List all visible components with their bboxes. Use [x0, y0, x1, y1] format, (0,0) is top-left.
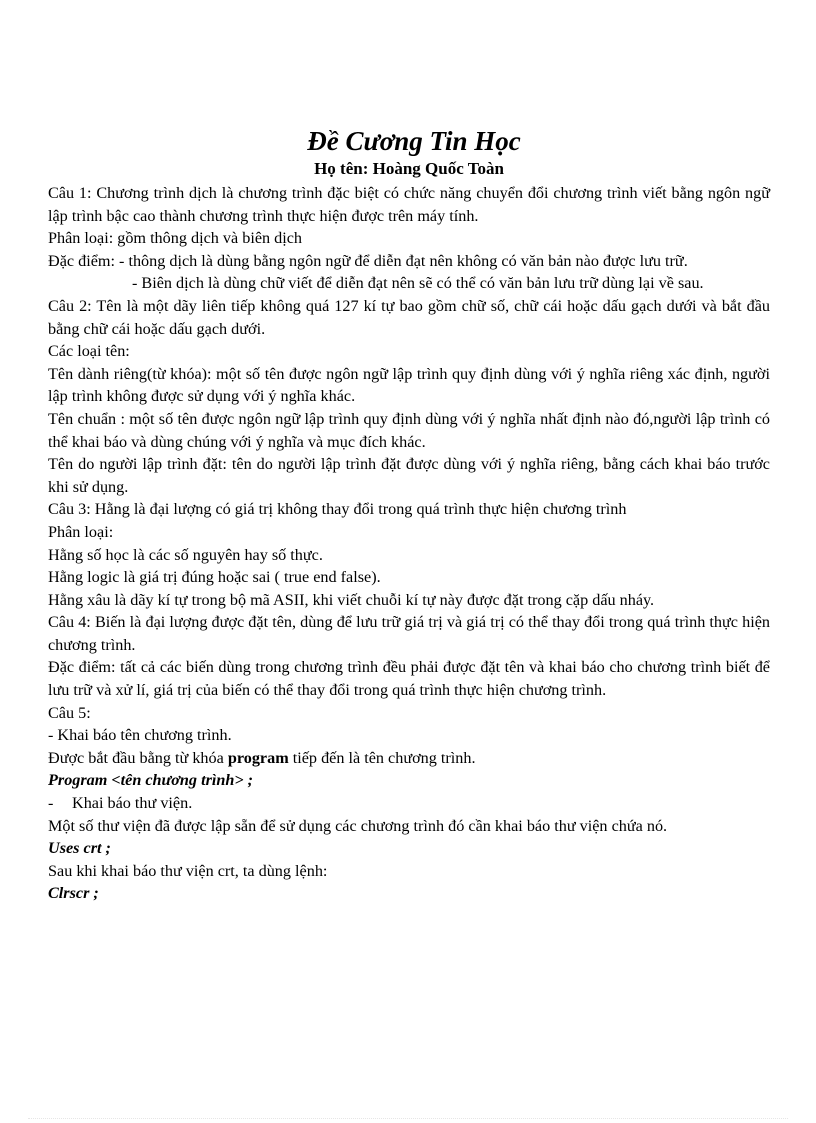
author-label: Họ tên: — [314, 159, 369, 178]
q5-library-declaration — [48, 792, 770, 815]
q2-user-names: Tên do người lập trình đặt: tên do người lập trình đặt được dùng với ý nghĩa riêng, bằng cách khai báo trước khi sử dụng. — [48, 455, 770, 496]
q5-keyword: program — [227, 748, 289, 767]
q1-features: Đặc điểm: - thông dịch là dùng bằng ngôn ngữ để diễn đạt nên không có văn bản nào được lưu trữ. — [48, 251, 688, 270]
q5-clrscr-syntax: Clrscr ; — [48, 884, 99, 903]
q1-compiler: - Biên dịch là dùng chữ viết để diễn đạt nên sẽ có thể có văn bản lưu trữ dùng lại về sau. — [132, 274, 704, 293]
q3-numeric-constant: Hằng số học là các số nguyên hay số thực. — [48, 545, 323, 564]
q5-library-description: Một số thư viện đã được lập sẵn để sử dụng các chương trình đó cần khai báo thư viện chứa nó. — [48, 816, 668, 835]
page-bottom-rule — [28, 1118, 788, 1119]
q2-standard-names: Tên chuẩn : một số tên được ngôn ngữ lập trình quy định dùng với ý nghĩa nhất định nào đó,người lập trình có thể khai báo và dùng chúng với ý nghĩa và mục đích khác. — [48, 409, 770, 451]
author-line — [48, 158, 770, 180]
q5-program-syntax: Program <tên chương trình> ; — [48, 771, 254, 790]
q5-keyword-suffix: tiếp đến là tên chương trình. — [288, 748, 476, 767]
q5-keyword-prefix: Được bắt đầu bằng từ khóa — [48, 748, 228, 767]
q3-logic-constant: Hằng logic là giá trị đúng hoặc sai ( true end false). — [48, 568, 381, 587]
q2-reserved-names: Tên dành riêng(từ khóa): một số tên được ngôn ngữ lập trình quy định dùng với ý nghĩa riêng xác định, người lập trình không được sử dụng với ý nghĩa khác. — [48, 364, 770, 406]
question-3: Câu 3: Hằng là đại lượng có giá trị không thay đổi trong quá trình thực hiện chương trình — [48, 500, 627, 519]
document-page — [48, 124, 770, 905]
q5-uses-syntax: Uses crt ; — [48, 839, 111, 858]
q3-classification: Phân loại: — [48, 522, 114, 541]
q5-program-declaration: - Khai báo tên chương trình. — [48, 726, 232, 745]
document-title: Đề Cương Tin Học — [307, 126, 521, 156]
author-name: Hoàng Quốc Toàn — [372, 159, 504, 178]
q5-library-label: Khai báo thư viện. — [72, 794, 193, 813]
q4-features: Đặc điểm: tất cả các biến dùng trong chương trình đều phải được đặt tên và khai báo cho chương trình biết để lưu trữ và xử lí, giá trị của biến có thể thay đổi trong quá trình thực hiện chương trình. — [48, 658, 770, 700]
question-2: Câu 2: Tên là một dãy liên tiếp không quá 127 kí tự bao gồm chữ số, chữ cái hoặc dấu gạch dưới và bắt đầu bằng chữ cái hoặc dấu gạch dưới. — [48, 296, 770, 338]
q5-after-declare: Sau khi khai báo thư viện crt, ta dùng lệnh: — [48, 861, 328, 880]
bullet-dash: - — [48, 794, 54, 813]
q2-types-heading: Các loại tên: — [48, 342, 130, 361]
question-4: Câu 4: Biến là đại lượng được đặt tên, dùng để lưu trữ giá trị và giá trị có thể thay đổi trong quá trình thực hiện chương trình. — [48, 613, 770, 654]
question-5: Câu 5: — [48, 703, 91, 722]
question-1: Câu 1: Chương trình dịch là chương trình đặc biệt có chức năng chuyển đổi chương trình viết bằng ngôn ngữ lập trình bậc cao thành chương trình thực hiện được trên máy tính. — [48, 184, 770, 225]
q5-program-keyword-line — [48, 747, 770, 770]
q1-classification: Phân loại: gồm thông dịch và biên dịch — [48, 229, 303, 248]
q3-string-constant: Hằng xâu là dãy kí tự trong bộ mã ASII, khi viết chuỗi kí tự này được đặt trong cặp dấu nháy. — [48, 590, 655, 609]
